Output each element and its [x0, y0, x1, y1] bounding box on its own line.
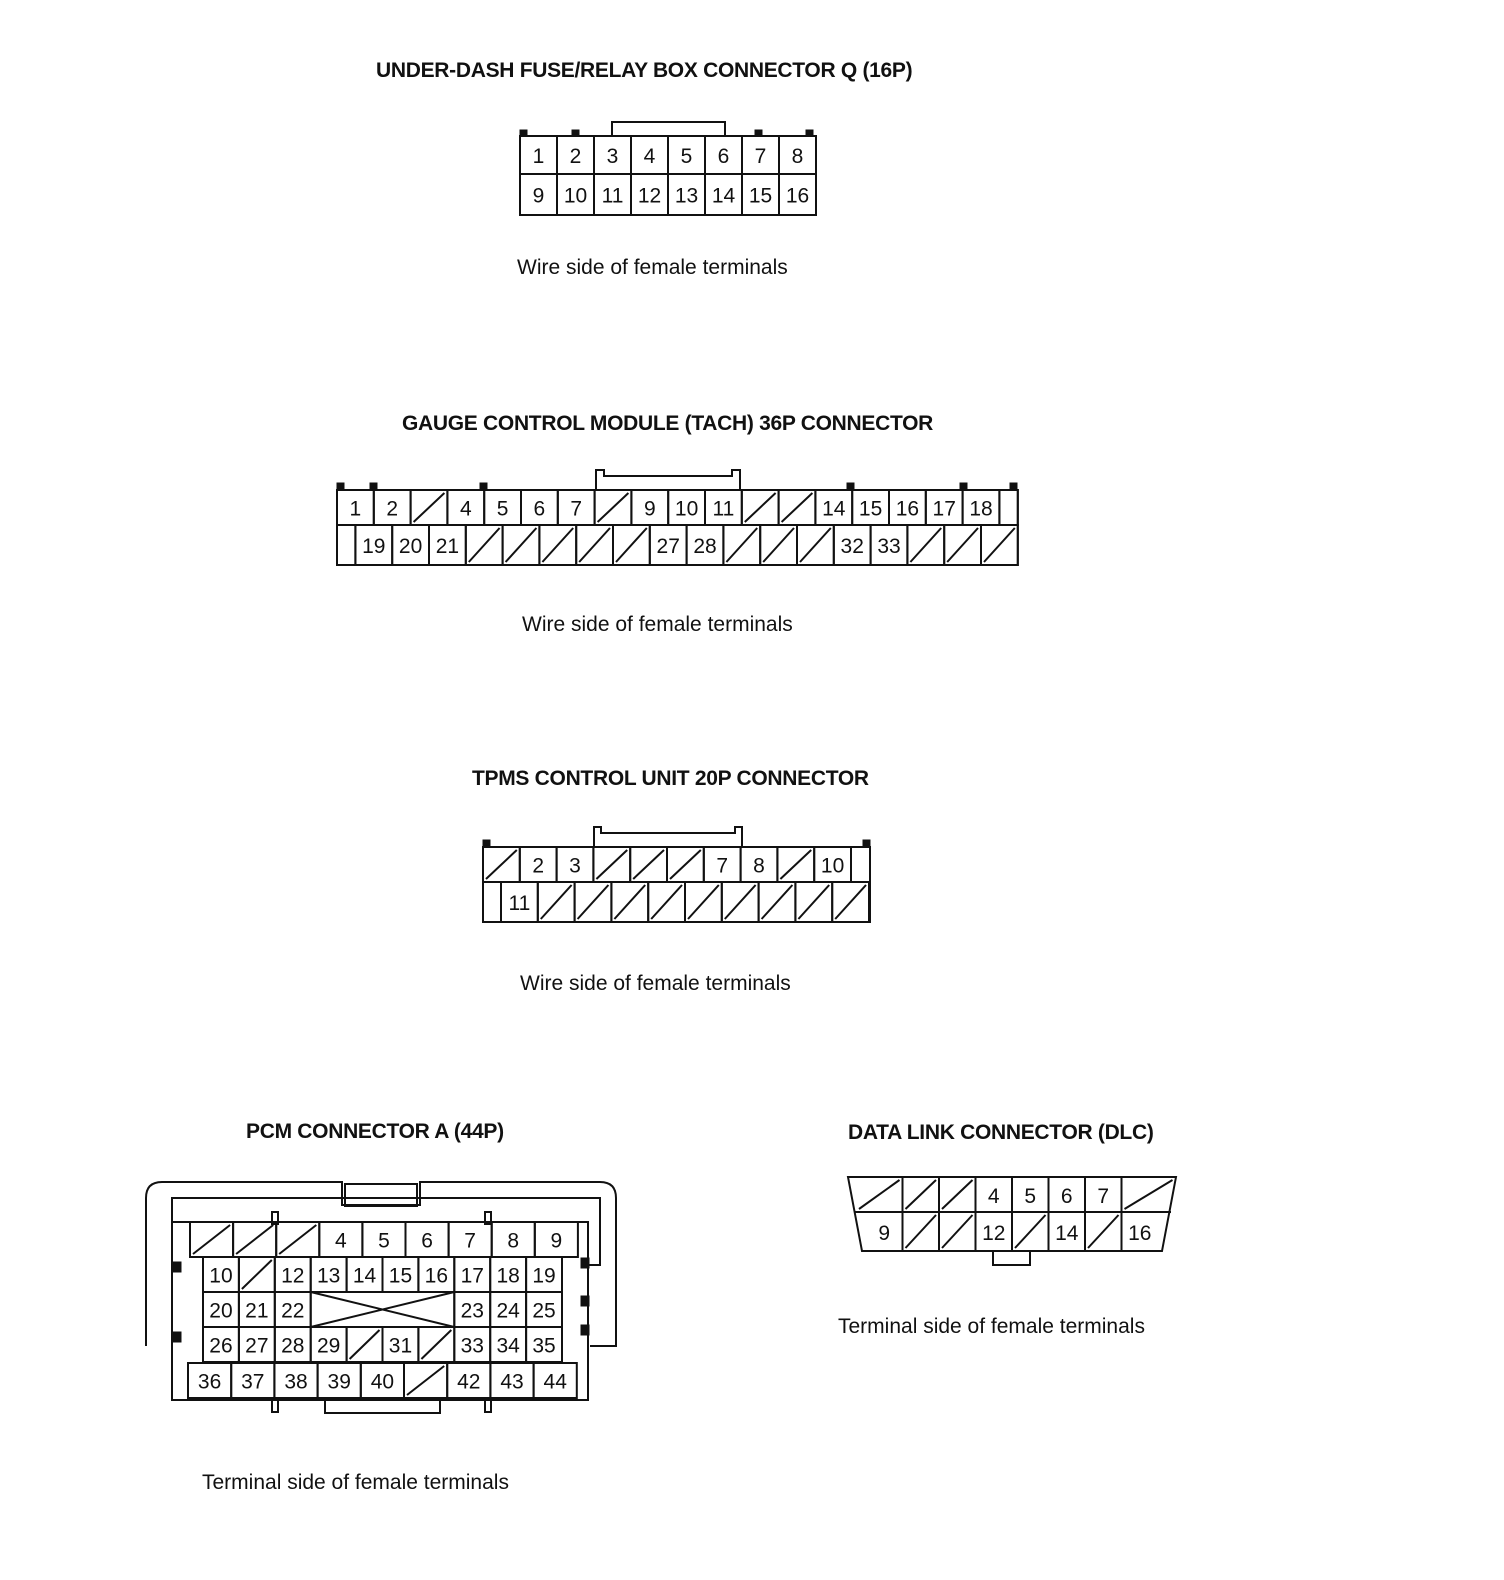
lock-tab: [594, 827, 742, 847]
terminal-number: 19: [362, 535, 386, 558]
terminal-number: 9: [550, 1229, 563, 1253]
key-post: [485, 1400, 491, 1412]
terminal-number: 43: [500, 1370, 524, 1394]
terminal-number: 5: [378, 1229, 390, 1253]
terminal-number: 12: [982, 1222, 1006, 1245]
unused-terminal-slash: [1088, 1215, 1119, 1248]
terminal-number: 33: [877, 535, 901, 558]
terminal-number: 17: [932, 497, 956, 521]
terminal-number: 28: [281, 1334, 305, 1358]
terminal-number: 1: [532, 145, 545, 168]
unused-terminal-slash: [1015, 1215, 1046, 1248]
unused-terminal-slash: [947, 528, 978, 562]
unused-terminal-slash: [745, 493, 776, 522]
terminal-number: 9: [532, 184, 545, 208]
gauge-connector-diagram: [320, 460, 1040, 580]
unused-terminal-slash: [798, 885, 829, 919]
terminal-number: 44: [543, 1370, 567, 1394]
terminal-number: 9: [643, 497, 656, 521]
unused-terminal-slash: [421, 1330, 451, 1359]
unused-terminal-slash: [279, 1225, 316, 1254]
unused-terminal-slash: [596, 850, 627, 879]
unused-terminal-slash: [236, 1225, 273, 1254]
unused-terminal-slash: [726, 528, 757, 562]
key-post: [370, 483, 377, 489]
latch-tab: [173, 1262, 181, 1272]
tpms-connector-caption: Wire side of female terminals: [520, 972, 791, 995]
terminal-number: 3: [606, 145, 619, 168]
key-post: [337, 483, 344, 489]
terminal-number: 12: [637, 184, 662, 208]
unused-terminal-slash: [910, 528, 941, 562]
connector-q-caption: Wire side of female terminals: [517, 256, 788, 279]
terminal-number: 38: [284, 1370, 308, 1394]
terminal-number: 22: [281, 1299, 305, 1323]
terminal-number: 1: [349, 497, 362, 521]
terminal-number: 10: [820, 854, 845, 878]
unused-terminal-slash: [984, 528, 1015, 562]
terminal-number: 4: [643, 145, 656, 168]
terminal-number: 7: [1097, 1185, 1110, 1208]
terminal-number: 21: [245, 1299, 269, 1323]
terminal-number: 29: [316, 1334, 341, 1358]
unused-terminal-slash: [835, 885, 866, 919]
terminal-number: 16: [895, 497, 920, 521]
terminal-number: 31: [388, 1334, 413, 1358]
terminal-number: 6: [421, 1229, 433, 1253]
terminal-number: 14: [1055, 1222, 1079, 1245]
unused-terminal-slash: [1125, 1180, 1173, 1209]
unused-terminal-slash: [942, 1180, 973, 1209]
unused-terminal-slash: [688, 885, 719, 919]
pcm-connector-title: PCM CONNECTOR A (44P): [246, 1120, 504, 1143]
unused-terminal-slash: [193, 1225, 230, 1254]
terminal-number: 7: [464, 1229, 476, 1253]
terminal-number: 16: [424, 1264, 449, 1288]
terminal-number: 26: [209, 1334, 233, 1358]
terminal-number: 6: [717, 145, 730, 168]
terminal-number: 14: [711, 184, 736, 208]
terminal-number: 37: [241, 1370, 265, 1394]
key-post: [960, 483, 967, 489]
key-post: [847, 483, 854, 489]
terminal-number: 8: [791, 145, 804, 168]
key-post: [272, 1400, 278, 1412]
terminal-number: 14: [352, 1264, 377, 1288]
terminal-number: 10: [209, 1264, 233, 1288]
terminal-number: 9: [878, 1222, 891, 1245]
unused-terminal-slash: [651, 885, 682, 919]
terminal-number: 5: [680, 145, 693, 168]
unused-terminal-slash: [242, 1260, 272, 1289]
unused-terminal-slash: [541, 885, 572, 919]
unused-terminal-slash: [906, 1180, 937, 1209]
key-post: [863, 840, 870, 847]
terminal-number: 42: [457, 1370, 481, 1394]
key-post: [480, 483, 487, 489]
unused-terminal-slash: [506, 528, 537, 562]
terminal-number: 4: [459, 497, 472, 521]
unused-terminal-slash: [407, 1366, 444, 1395]
terminal-number: 7: [570, 497, 583, 521]
unused-terminal-slash: [579, 528, 610, 562]
terminal-number: 4: [987, 1185, 1000, 1208]
terminal-number: 16: [785, 184, 810, 208]
terminal-cell: [851, 847, 870, 882]
unused-terminal-slash: [414, 493, 445, 522]
unused-terminal-slash: [762, 885, 793, 919]
terminal-number: 12: [281, 1264, 305, 1288]
gauge-connector-caption: Wire side of female terminals: [522, 613, 793, 636]
terminal-number: 11: [601, 184, 624, 208]
terminal-number: 7: [754, 145, 767, 168]
terminal-number: 39: [327, 1370, 351, 1394]
terminal-number: 33: [460, 1334, 484, 1358]
terminal-cell: [999, 490, 1017, 525]
terminal-number: 15: [748, 184, 773, 208]
terminal-number: 5: [1024, 1185, 1037, 1208]
terminal-number: 18: [496, 1264, 520, 1288]
unused-terminal-slash: [486, 850, 517, 879]
terminal-number: 17: [460, 1264, 484, 1288]
unused-terminal-slash: [859, 1180, 900, 1209]
terminal-number: 8: [753, 854, 765, 878]
terminal-number: 16: [1128, 1222, 1152, 1245]
unused-terminal-slash: [782, 493, 813, 522]
unused-terminal-slash: [542, 528, 573, 562]
unused-terminal-slash: [578, 885, 609, 919]
terminal-number: 20: [209, 1299, 233, 1323]
key-post: [483, 840, 490, 847]
terminal-number: 2: [532, 854, 545, 878]
unused-terminal-slash: [614, 885, 645, 919]
unused-terminal-slash: [942, 1215, 973, 1248]
tpms-connector-diagram: [470, 815, 890, 935]
terminal-number: 3: [569, 854, 581, 878]
terminal-number: 5: [496, 497, 509, 521]
terminal-number: 10: [674, 497, 699, 521]
dlc-caption: Terminal side of female terminals: [838, 1315, 1145, 1338]
terminal-number: 11: [508, 892, 531, 915]
terminal-number: 27: [656, 535, 680, 558]
unused-terminal-slash: [598, 493, 629, 522]
lock-tab: [612, 122, 725, 136]
terminal-number: 23: [460, 1299, 484, 1323]
terminal-number: 13: [316, 1264, 341, 1288]
latch-tab: [173, 1332, 181, 1342]
bottom-lock-tab: [325, 1400, 440, 1413]
terminal-number: 7: [716, 854, 729, 878]
unused-terminal-slash: [469, 528, 500, 562]
terminal-number: 11: [712, 497, 735, 521]
pcm-connector-caption: Terminal side of female terminals: [202, 1471, 509, 1494]
terminal-number: 35: [532, 1334, 556, 1358]
terminal-number: 18: [969, 497, 993, 521]
unused-terminal-slash: [616, 528, 647, 562]
terminal-number: 36: [197, 1370, 222, 1394]
terminal-number: 19: [532, 1264, 556, 1288]
terminal-number: 27: [245, 1334, 269, 1358]
terminal-number: 15: [858, 497, 883, 521]
terminal-number: 2: [386, 497, 399, 521]
lock-tab: [596, 470, 740, 490]
terminal-number: 25: [532, 1299, 556, 1323]
terminal-number: 4: [335, 1229, 347, 1253]
terminal-number: 24: [496, 1299, 520, 1323]
terminal-number: 2: [569, 145, 582, 168]
key-tab: [993, 1251, 1030, 1265]
lock-window: [345, 1184, 417, 1206]
dlc-title: DATA LINK CONNECTOR (DLC): [848, 1121, 1154, 1144]
unused-terminal-slash: [350, 1330, 380, 1359]
unused-terminal-slash: [906, 1215, 937, 1248]
terminal-number: 15: [388, 1264, 413, 1288]
dlc-diagram: [830, 1165, 1200, 1285]
key-post: [1010, 483, 1017, 489]
terminal-number: 8: [507, 1229, 520, 1253]
pcm-connector-diagram: [130, 1170, 640, 1430]
terminal-number: 40: [370, 1370, 395, 1394]
terminal-number: 21: [435, 535, 460, 558]
terminal-number: 32: [840, 535, 864, 558]
terminal-number: 20: [398, 535, 423, 558]
unused-terminal-slash: [800, 528, 831, 562]
terminal-number: 34: [496, 1334, 520, 1358]
terminal-number: 13: [674, 184, 699, 208]
terminal-number: 14: [822, 497, 846, 521]
terminal-number: 6: [1060, 1185, 1073, 1208]
terminal-number: 6: [533, 497, 546, 521]
gauge-connector-title: GAUGE CONTROL MODULE (TACH) 36P CONNECTOR: [402, 412, 934, 435]
connector-q-diagram: [500, 110, 840, 220]
unused-terminal-slash: [725, 885, 756, 919]
unused-terminal-slash: [670, 850, 701, 879]
terminal-number: 10: [563, 184, 588, 208]
unused-terminal-slash: [633, 850, 664, 879]
unused-terminal-slash: [763, 528, 794, 562]
unused-terminal-slash: [780, 850, 811, 879]
connector-q-title: UNDER-DASH FUSE/RELAY BOX CONNECTOR Q (16P): [376, 59, 913, 82]
tpms-connector-title: TPMS CONTROL UNIT 20P CONNECTOR: [472, 767, 869, 790]
terminal-number: 28: [693, 535, 717, 558]
